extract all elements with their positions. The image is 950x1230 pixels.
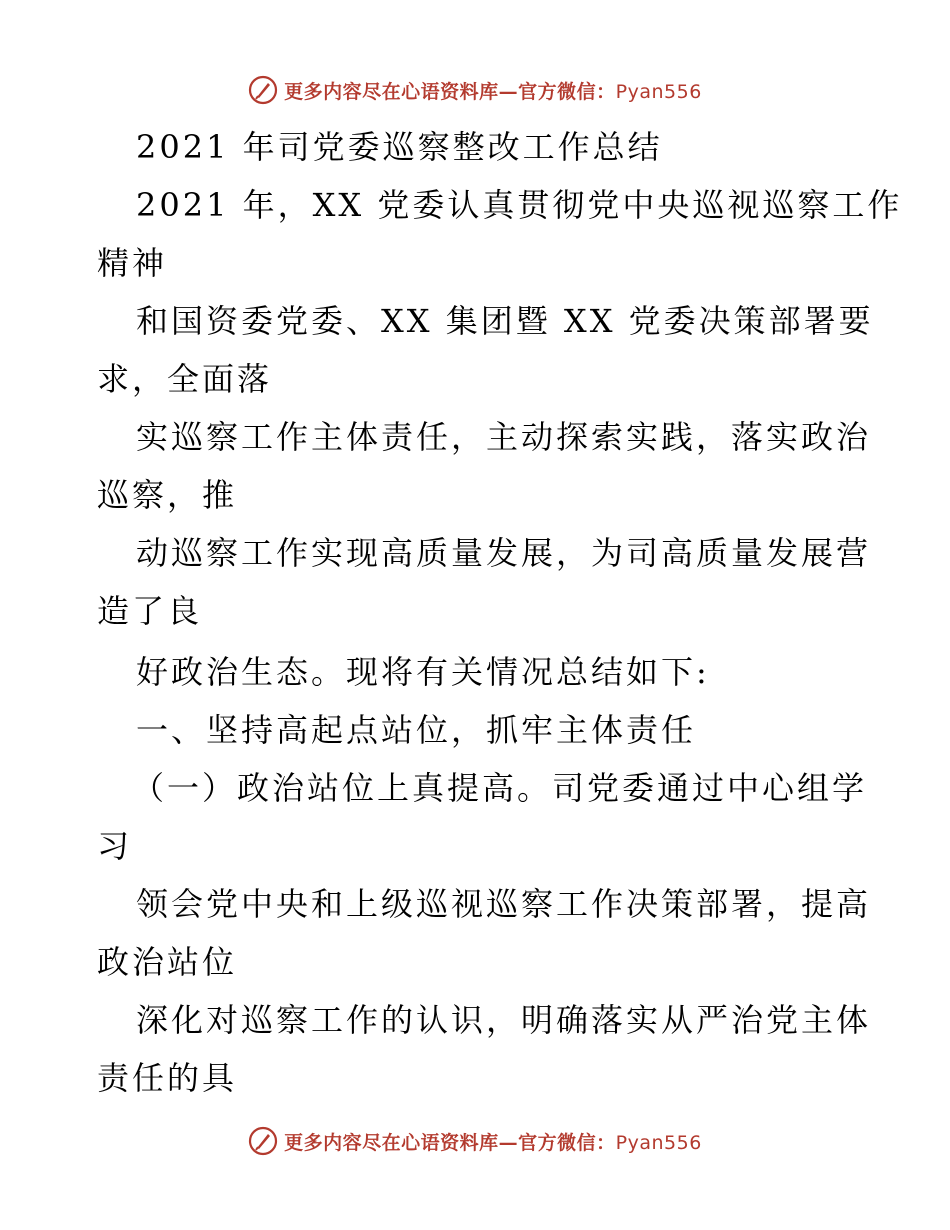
paragraph-line: （一）政治站位上真提高。司党委通过中心组学 xyxy=(132,769,868,807)
paragraph-line: 责任的具 xyxy=(97,1059,238,1097)
section-heading: 一、坚持高起点站位，抓牢主体责任 xyxy=(136,711,697,749)
paragraph-line: 深化对巡察工作的认识，明确落实从严治党主体 xyxy=(136,1001,872,1039)
watermark-header xyxy=(0,73,950,107)
paragraph-line: 动巡察工作实现高质量发展，为司高质量发展营 xyxy=(136,534,872,572)
paragraph-line: 和国资委党委、XX 集团暨 XX 党委决策部署要 xyxy=(136,302,874,340)
paragraph-line: 造了良 xyxy=(97,592,203,630)
paragraph-line: 巡察，推 xyxy=(97,476,238,514)
watermark-footer xyxy=(0,1124,950,1158)
paragraph-line: 习 xyxy=(97,827,133,865)
paragraph-line: 政治站位 xyxy=(97,943,238,981)
quill-pen-logo-icon xyxy=(248,1126,278,1156)
watermark-text: 更多内容尽在心语资料库—官方微信：Pyan556 xyxy=(284,1131,702,1154)
paragraph-line: 求，全面落 xyxy=(97,360,273,398)
paragraph-line: 领会党中央和上级巡视巡察工作决策部署，提高 xyxy=(136,885,872,923)
quill-pen-logo-icon xyxy=(248,75,278,105)
paragraph-line: 实巡察工作主体责任，主动探索实践，落实政治 xyxy=(136,418,872,456)
paragraph-line: 精神 xyxy=(97,244,168,282)
paragraph-line: 2021 年，XX 党委认真贯彻党中央巡视巡察工作 xyxy=(136,186,903,224)
watermark-text: 更多内容尽在心语资料库—官方微信：Pyan556 xyxy=(284,80,702,103)
paragraph-line: 好政治生态。现将有关情况总结如下: xyxy=(136,653,710,691)
document-title: 2021 年司党委巡察整改工作总结 xyxy=(136,128,663,166)
